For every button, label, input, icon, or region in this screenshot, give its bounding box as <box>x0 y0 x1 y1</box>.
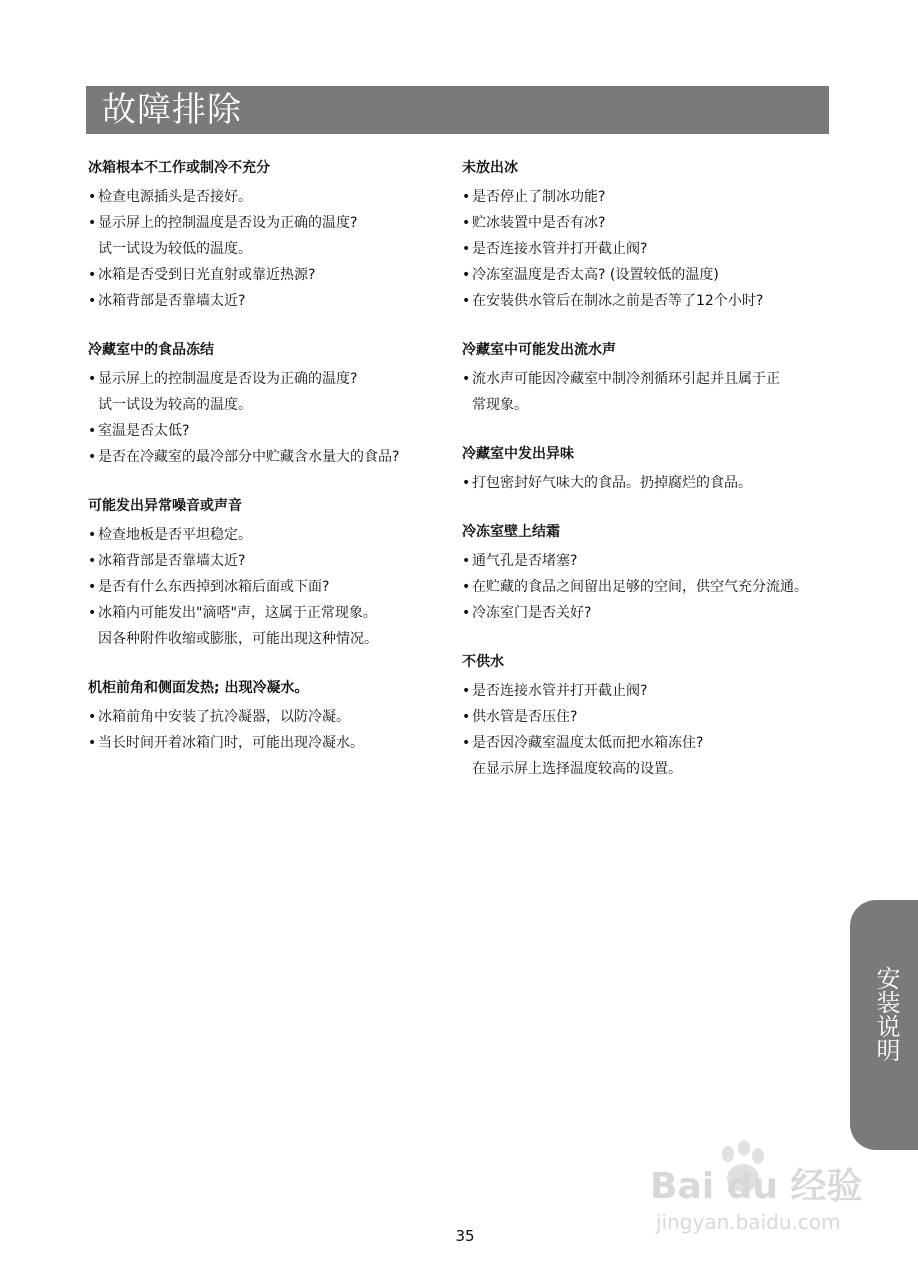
list-item <box>88 210 448 262</box>
bullet-icon: • <box>88 423 97 439</box>
section-heading: 冷冻室壁上结霜 <box>462 524 560 540</box>
watermark-logo: Bai du 经验 <box>650 1166 863 1207</box>
watermark-site: jingyan.baidu.com <box>656 1210 841 1234</box>
list-item-text: 冰箱前角中安装了抗冷凝器，以防冷凝。 <box>98 709 350 725</box>
bullet-icon: • <box>88 267 97 283</box>
list-item <box>88 366 448 418</box>
list-item <box>462 236 822 262</box>
bullet-icon: • <box>462 553 471 569</box>
list-item-text: 因各种附件收缩或膨胀，可能出现这种情况。 <box>98 631 378 647</box>
list-item-text: 冷冻室门是否关好? <box>472 605 592 621</box>
bullet-icon: • <box>462 683 471 699</box>
troubleshoot-section <box>88 678 448 756</box>
list-item-text: 检查地板是否平坦稳定。 <box>98 527 252 543</box>
list-item-text: 供水管是否压住? <box>472 709 578 725</box>
bullet-icon: • <box>88 579 97 595</box>
list-item-text: 冷冻室温度是否太高? (设置较低的温度) <box>472 267 719 283</box>
bullet-icon: • <box>88 371 97 387</box>
list-item <box>462 470 822 496</box>
page-title: 故障排除 <box>102 90 242 130</box>
list-item-text: 打包密封好气味大的食品。扔掉腐烂的食品。 <box>472 475 752 491</box>
right-column <box>462 158 822 808</box>
section-heading: 冰箱根本不工作或制冷不充分 <box>88 160 270 176</box>
troubleshoot-section <box>462 522 822 626</box>
list-item-text: 是否因冷藏室温度太低而把水箱冻住? <box>472 735 704 751</box>
list-item-text: 是否连接水管并打开截止阀? <box>472 683 648 699</box>
list-item <box>88 522 448 548</box>
list-item <box>462 548 822 574</box>
bullet-icon: • <box>462 475 471 491</box>
list-item <box>88 184 448 210</box>
section-heading: 冷藏室中的食品冻结 <box>88 342 214 358</box>
troubleshoot-section <box>462 340 822 418</box>
list-item-text: 贮冰装置中是否有冰? <box>472 215 606 231</box>
list-item <box>462 366 822 418</box>
troubleshoot-section <box>462 158 822 314</box>
list-item-text: 在安装供水管后在制冰之前是否等了12个小时? <box>472 293 764 309</box>
list-item <box>88 730 448 756</box>
bullet-icon: • <box>462 267 471 283</box>
list-item-text: 流水声可能因冷藏室中制冷剂循环引起并且属于正 <box>472 371 780 387</box>
bullet-icon: • <box>462 605 471 621</box>
list-item-text: 冰箱背部是否靠墙太近? <box>98 553 246 569</box>
list-item-text: 显示屏上的控制温度是否设为正确的温度? <box>98 371 358 387</box>
list-item <box>462 730 822 782</box>
list-item <box>88 600 448 652</box>
list-item-text: 冰箱内可能发出"滴嗒"声，这属于正常现象。 <box>98 605 377 621</box>
list-item-text: 冰箱是否受到日光直射或靠近热源? <box>98 267 316 283</box>
list-item <box>462 184 822 210</box>
bullet-icon: • <box>88 449 97 465</box>
list-item-text: 常现象。 <box>472 397 528 413</box>
list-item <box>88 548 448 574</box>
list-item-text: 是否有什么东西掉到冰箱后面或下面? <box>98 579 330 595</box>
list-item-text: 室温是否太低? <box>98 423 190 439</box>
list-item <box>88 418 448 444</box>
list-item <box>88 704 448 730</box>
section-heading: 机柜前角和侧面发热; 出现冷凝水。 <box>88 680 309 696</box>
bullet-icon: • <box>88 553 97 569</box>
list-item-text: 在显示屏上选择温度较高的设置。 <box>472 761 682 777</box>
bullet-icon: • <box>462 709 471 725</box>
page-number: 35 <box>455 1227 475 1245</box>
bullet-icon: • <box>88 293 97 309</box>
list-item <box>88 444 448 470</box>
list-item-text: 检查电源插头是否接好。 <box>98 189 252 205</box>
section-heading: 冷藏室中发出异味 <box>462 446 574 462</box>
bullet-icon: • <box>88 215 97 231</box>
troubleshoot-section <box>88 158 448 314</box>
list-item <box>88 262 448 288</box>
list-item-text: 是否停止了制冰功能? <box>472 189 606 205</box>
list-item-text: 当长时间开着冰箱门时，可能出现冷凝水。 <box>98 735 364 751</box>
list-item-text: 是否在冷藏室的最冷部分中贮藏含水量大的食品? <box>98 449 400 465</box>
left-column <box>88 158 448 782</box>
list-item-text: 通气孔是否堵塞? <box>472 553 578 569</box>
section-heading: 未放出冰 <box>462 160 518 176</box>
bullet-icon: • <box>88 527 97 543</box>
bullet-icon: • <box>462 735 471 751</box>
list-item-text: 试一试设为较低的温度。 <box>98 241 252 257</box>
list-item-text: 试一试设为较高的温度。 <box>98 397 252 413</box>
list-item <box>462 210 822 236</box>
section-side-tab <box>850 900 918 1150</box>
bullet-icon: • <box>88 709 97 725</box>
troubleshoot-section <box>88 496 448 652</box>
troubleshoot-section <box>462 652 822 782</box>
section-heading: 不供水 <box>462 654 504 670</box>
list-item-text: 冰箱背部是否靠墙太近? <box>98 293 246 309</box>
bullet-icon: • <box>88 735 97 751</box>
page-header <box>86 86 829 134</box>
bullet-icon: • <box>88 189 97 205</box>
list-item <box>462 678 822 704</box>
list-item <box>462 288 822 314</box>
section-heading: 冷藏室中可能发出流水声 <box>462 342 616 358</box>
list-item <box>462 262 822 288</box>
list-item-text: 在贮藏的食品之间留出足够的空间，供空气充分流通。 <box>472 579 808 595</box>
bullet-icon: • <box>462 371 471 387</box>
list-item <box>462 600 822 626</box>
side-tab-label: 安装说明 <box>872 966 900 1062</box>
bullet-icon: • <box>462 215 471 231</box>
troubleshoot-section <box>88 340 448 470</box>
list-item <box>88 288 448 314</box>
bullet-icon: • <box>462 293 471 309</box>
list-item <box>88 574 448 600</box>
list-item-text: 显示屏上的控制温度是否设为正确的温度? <box>98 215 358 231</box>
list-item-text: 是否连接水管并打开截止阀? <box>472 241 648 257</box>
list-item <box>462 574 822 600</box>
section-heading: 可能发出异常噪音或声音 <box>88 498 242 514</box>
bullet-icon: • <box>462 241 471 257</box>
bullet-icon: • <box>462 189 471 205</box>
bullet-icon: • <box>88 605 97 621</box>
list-item <box>462 704 822 730</box>
troubleshoot-section <box>462 444 822 496</box>
bullet-icon: • <box>462 579 471 595</box>
